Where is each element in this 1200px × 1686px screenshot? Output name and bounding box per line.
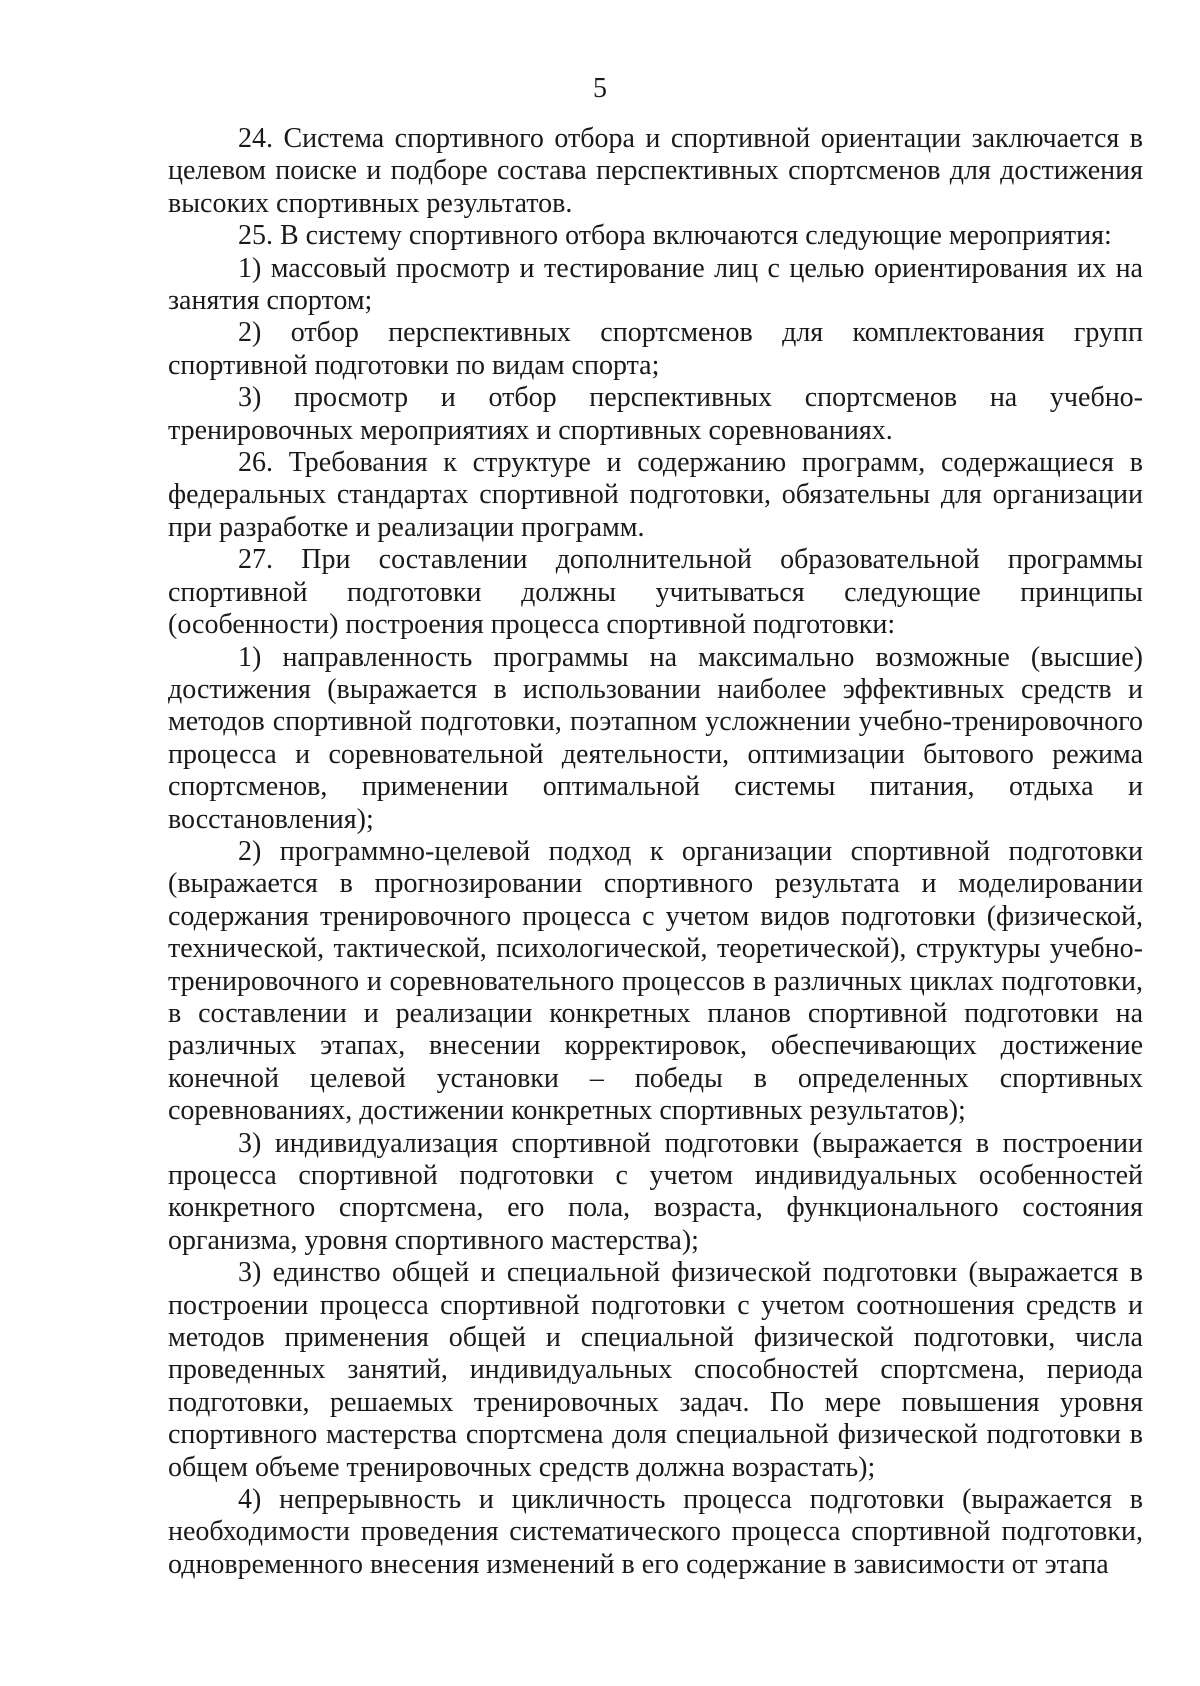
- paragraph-27-item-2: 2) программно-целевой подход к организации спортивной подготовки (выражается в прогнозировании спортивного результата и моделировании содержания тренировочного процесса с учетом видов подготовки (физической, технической, тактической, психологической, теоретической), структуры учебно-тренировочного и соревновательного процессов в различных циклах подготовки, в составлении и реализации конкретных планов спортивной подготовки на различных этапах, внесении корректировок, обеспечивающих достижение конечной целевой установки – победы в определенных спортивных соревнованиях, достижении конкретных спортивных результатов);: [168, 835, 1143, 1127]
- paragraph-24: 24. Система спортивного отбора и спортивной ориентации заключается в целевом поиске и подборе состава перспективных спортсменов для достижения высоких спортивных результатов.: [168, 123, 1143, 219]
- paragraph-27: 27. При составлении дополнительной образовательной программы спортивной подготовки должны учитываться следующие принципы (особенности) построения процесса спортивной подготовки:: [168, 544, 1143, 641]
- paragraph-26: 26. Требования к структуре и содержанию программ, содержащиеся в федеральных стандартах спортивной подготовки, обязательны для организации при разработке и реализации программ.: [168, 447, 1143, 543]
- paragraph-27-item-1: 1) направленность программы на максимально возможные (высшие) достижения (выражается в использовании наиболее эффективных средств и методов спортивной подготовки, поэтапном усложнении учебно-тренировочного процесса и соревновательной деятельности, оптимизации бытового режима спортсменов, применении оптимальной системы питания, отдыха и восстановления);: [168, 641, 1143, 835]
- paragraph-27-item-4: 4) непрерывность и цикличность процесса подготовки (выражается в необходимости проведения систематического процесса спортивной подготовки, одновременного внесения изменений в его содержание в зависимости от этапа: [168, 1484, 1143, 1580]
- paragraph-25-item-3: 3) просмотр и отбор перспективных спортсменов на учебно-тренировочных мероприятиях и спортивных соревнованиях.: [168, 382, 1143, 446]
- document-body: [168, 123, 1143, 1581]
- paragraph-25-item-1: 1) массовый просмотр и тестирование лиц с целью ориентирования их на занятия спортом;: [168, 252, 1143, 317]
- paragraph-25-item-2: 2) отбор перспективных спортсменов для комплектования групп спортивной подготовки по видам спорта;: [168, 317, 1143, 381]
- paragraph-27-item-3b: 3) единство общей и специальной физической подготовки (выражается в построении процесса спортивной подготовки с учетом соотношения средств и методов применения общей и специальной физической подготовки, числа проведенных занятий, индивидуальных способностей спортсмена, периода подготовки, решаемых тренировочных задач. По мере повышения уровня спортивного мастерства спортсмена доля специальной физической подготовки в общем объеме тренировочных средств должна возрастать);: [168, 1257, 1143, 1483]
- paragraph-27-item-3a: 3) индивидуализация спортивной подготовки (выражается в построении процесса спортивной подготовки с учетом индивидуальных особенностей конкретного спортсмена, его пола, возраста, функционального состояния организма, уровня спортивного мастерства);: [168, 1127, 1143, 1256]
- paragraph-25: 25. В систему спортивного отбора включаются следующие мероприятия:: [238, 220, 1112, 252]
- page-number: 5: [593, 73, 607, 104]
